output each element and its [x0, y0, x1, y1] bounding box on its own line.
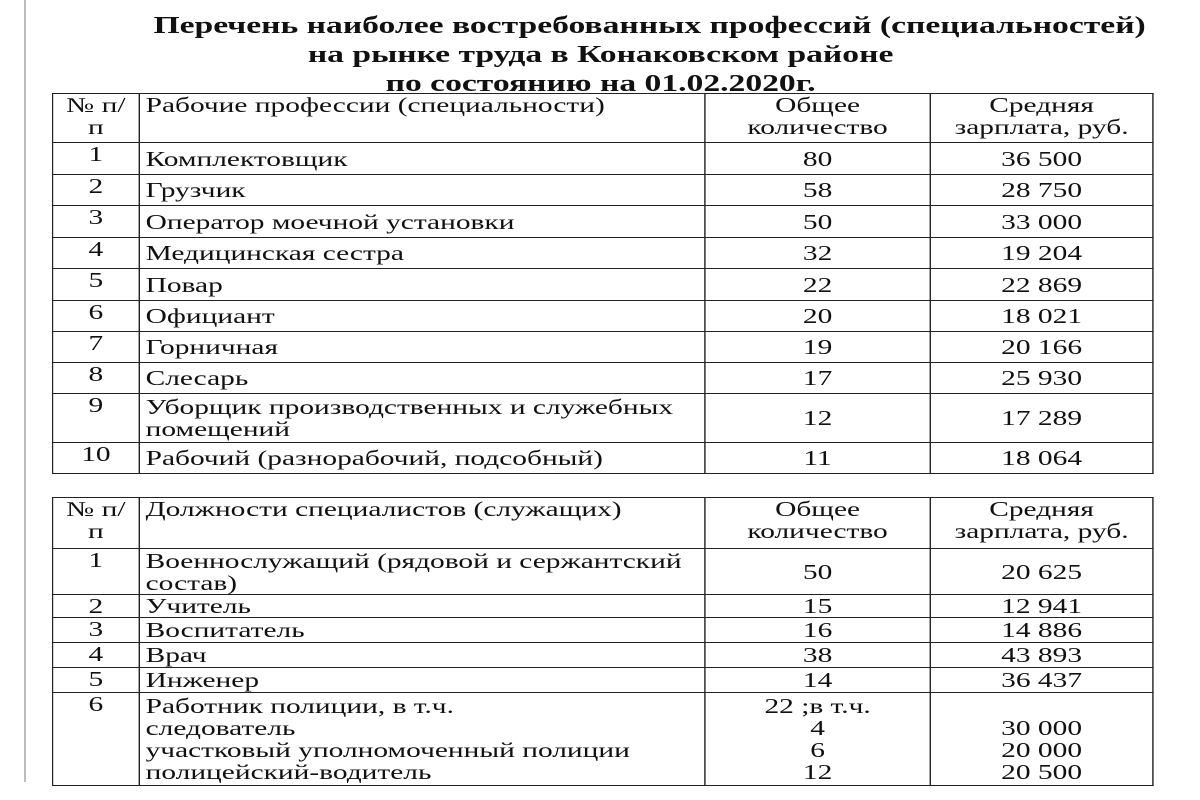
- cell-num: 4: [53, 643, 140, 668]
- cell-qty: 11: [705, 443, 930, 474]
- table-row: [53, 363, 1153, 394]
- sub-name: участковый уполномоченный полиции: [145, 738, 630, 762]
- cell-qty: 50: [705, 549, 930, 595]
- cell-num: 6: [53, 693, 140, 786]
- table-row: [53, 238, 1153, 269]
- cell-salary: 20 625: [930, 549, 1153, 595]
- sub-name: полицейский-водитель: [145, 760, 432, 784]
- cell-salary: 20 166: [930, 332, 1153, 363]
- cell-salary: 17 289: [930, 394, 1153, 443]
- title-line: Перечень наиболее востребованных профессий (специальностей): [153, 13, 1146, 39]
- table-row: [53, 443, 1153, 474]
- specialists-table: [52, 497, 1154, 786]
- cell-salary: 14 886: [930, 618, 1153, 643]
- document-title: [0, 12, 1200, 99]
- table-row: [53, 143, 1153, 175]
- sub-qty: 6: [810, 738, 825, 762]
- cell-name: Врач: [139, 643, 705, 668]
- cell-name: Горничная: [139, 332, 705, 363]
- cell-num: 2: [53, 175, 140, 206]
- cell-qty: 14: [705, 668, 930, 693]
- header-salary: Средняя зарплата, руб.: [930, 498, 1153, 549]
- cell-qty: [705, 693, 930, 786]
- header-name: Рабочие профессии (специальности): [139, 94, 705, 143]
- cell-name: Комплектовщик: [139, 143, 705, 175]
- cell-name: Рабочий (разнорабочий, подсобный): [139, 443, 705, 474]
- cell-qty: 19: [705, 332, 930, 363]
- table-row-police: [53, 693, 1153, 786]
- table-row: [53, 668, 1153, 693]
- cell-salary: 18 021: [930, 301, 1153, 332]
- sub-qty: 12: [802, 760, 833, 784]
- cell-num: 5: [53, 668, 140, 693]
- cell-num: 8: [53, 363, 140, 394]
- cell-qty: 16: [705, 618, 930, 643]
- cell-qty: 58: [705, 175, 930, 206]
- header-qty: Общее количество: [705, 498, 930, 549]
- cell-num: 6: [53, 301, 140, 332]
- sub-salary: 30 000: [1001, 716, 1083, 740]
- cell-qty: 12: [705, 394, 930, 443]
- header-qty: Общее количество: [705, 94, 930, 143]
- cell-num: 9: [53, 394, 140, 443]
- cell-num: 1: [53, 549, 140, 595]
- cell-num: 5: [53, 269, 140, 301]
- cell-name: Слесарь: [139, 363, 705, 394]
- sub-name: следователь: [145, 716, 296, 740]
- header-name: Должности специалистов (служащих): [139, 498, 705, 549]
- cell-qty: 20: [705, 301, 930, 332]
- table-header: [53, 498, 1153, 549]
- cell-qty: 50: [705, 206, 930, 238]
- table-row: [53, 206, 1153, 238]
- table-row: [53, 549, 1153, 595]
- cell-num: 2: [53, 595, 140, 618]
- cell-name: Грузчик: [139, 175, 705, 206]
- table-row: [53, 618, 1153, 643]
- cell-qty: 17: [705, 363, 930, 394]
- sub-salary: 20 500: [1001, 760, 1083, 784]
- cell-name: Повар: [139, 269, 705, 301]
- page-margin-line: [24, 0, 26, 782]
- police-title: Работник полиции, в т.ч.: [145, 694, 454, 718]
- cell-name: [139, 693, 705, 786]
- table-header: [53, 94, 1153, 143]
- cell-name: Официант: [139, 301, 705, 332]
- cell-name: Инженер: [139, 668, 705, 693]
- header-num: № п/п: [53, 94, 140, 143]
- cell-salary: 18 064: [930, 443, 1153, 474]
- cell-name: Воспитатель: [139, 618, 705, 643]
- cell-qty: 22: [705, 269, 930, 301]
- cell-num: 10: [53, 443, 140, 474]
- cell-salary: 12 941: [930, 595, 1153, 618]
- cell-salary: 25 930: [930, 363, 1153, 394]
- table-row: [53, 175, 1153, 206]
- cell-qty: 32: [705, 238, 930, 269]
- cell-num: 7: [53, 332, 140, 363]
- cell-name: Учитель: [139, 595, 705, 618]
- cell-num: 1: [53, 143, 140, 175]
- cell-num: 3: [53, 618, 140, 643]
- police-qty: 22 ;в т.ч.: [764, 694, 871, 718]
- cell-qty: 15: [705, 595, 930, 618]
- sub-qty: 4: [810, 716, 825, 740]
- cell-salary: 43 893: [930, 643, 1153, 668]
- cell-salary: [930, 693, 1153, 786]
- cell-salary: 36 500: [930, 143, 1153, 175]
- table-row: [53, 595, 1153, 618]
- cell-name: Военнослужащий (рядовой и сержантский состав): [139, 549, 705, 595]
- cell-qty: 80: [705, 143, 930, 175]
- cell-name: Оператор моечной установки: [139, 206, 705, 238]
- workers-table: [52, 93, 1154, 474]
- table-row: [53, 301, 1153, 332]
- cell-num: 4: [53, 238, 140, 269]
- cell-name: Уборщик производственных и служебных помещений: [139, 394, 705, 443]
- table-row: [53, 332, 1153, 363]
- header-num: № п/п: [53, 498, 140, 549]
- cell-qty: 38: [705, 643, 930, 668]
- cell-name: Медицинская сестра: [139, 238, 705, 269]
- cell-salary: 36 437: [930, 668, 1153, 693]
- title-line: на рынке труда в Конаковском районе: [307, 42, 894, 68]
- cell-salary: 19 204: [930, 238, 1153, 269]
- cell-salary: 28 750: [930, 175, 1153, 206]
- table-row: [53, 394, 1153, 443]
- table-row: [53, 269, 1153, 301]
- sub-salary: 20 000: [1001, 738, 1083, 762]
- header-salary: Средняя зарплата, руб.: [930, 94, 1153, 143]
- title-line: по состоянию на 01.02.2020г.: [385, 71, 816, 97]
- cell-num: 3: [53, 206, 140, 238]
- cell-salary: 33 000: [930, 206, 1153, 238]
- cell-salary: 22 869: [930, 269, 1153, 301]
- table-row: [53, 643, 1153, 668]
